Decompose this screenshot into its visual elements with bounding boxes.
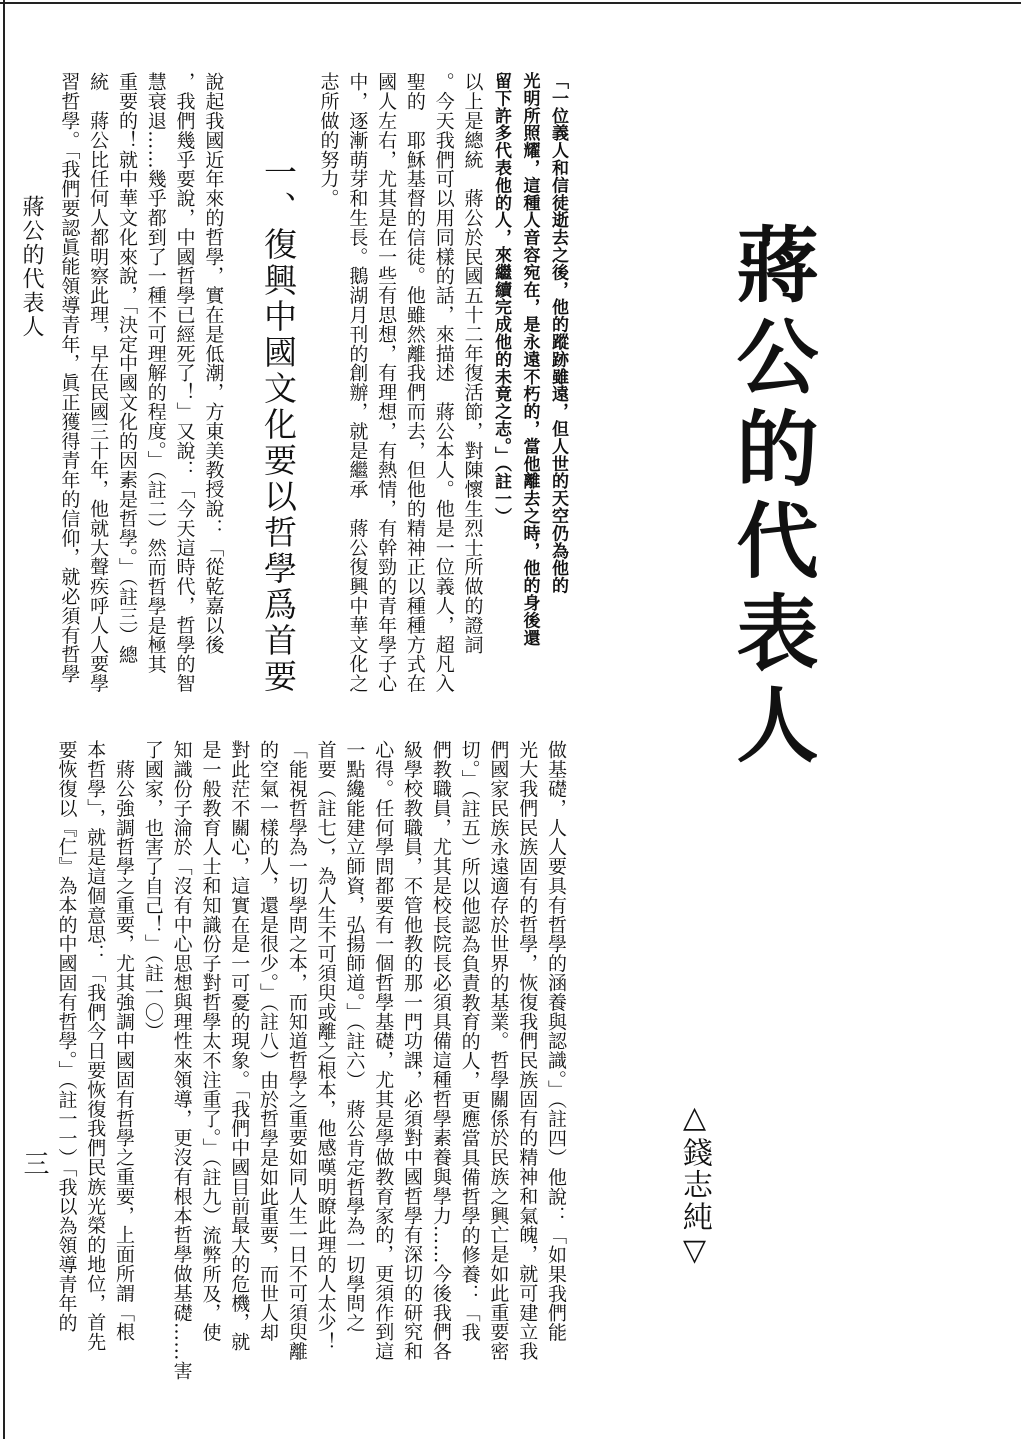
page-border-left — [3, 0, 5, 1439]
text-line: 了國家，也害了自己！」（註一〇） — [141, 740, 164, 1041]
quote-line: 光明所照耀，這種人音容宛在，是永遠不朽的，當他離去之時，他的身後還 — [519, 72, 540, 647]
column-gap — [256, 72, 285, 712]
page-number: 三 — [19, 1150, 49, 1176]
text-line: 「能視哲學為一切學問之本，而知道哲學之重要如同人生一日不可須臾離 — [285, 740, 308, 1361]
text-line: 們國家民族永遠適存於世界的基業。哲學關係於民族之興亡是如此重要密 — [487, 740, 510, 1361]
text-line: 蔣公強調哲學之重要，尤其強調中國固有哲學之重要，上面所謂「根 — [113, 740, 136, 1342]
text-line: 首要（註七），為人生不可須臾或離之根本，他感嘆明瞭此理的人太少！ — [314, 740, 337, 1352]
text-line: 們教職員，尤其是校長院長必須具備這種哲學素養與學力……今後我們各 — [429, 740, 452, 1361]
text-line: 光大我們民族固有的哲學，恢復我們民族固有的精神和氣魄，就可建立我 — [516, 740, 539, 1361]
text-line: 重要的！就中華文化來說，「決定中國文化的因素是哲學。」（註三）總 — [115, 72, 138, 665]
text-line: 以上是總統 蔣公於民國五十二年復活節，對陳懷生烈士所做的證詞 — [461, 72, 484, 654]
quote-line: 留下許多代表他的人，來繼續完成他的未竟之志。」（註一） — [491, 72, 511, 525]
text-line: 志所做的努力。 — [317, 72, 340, 208]
page-border-top — [0, 2, 1021, 4]
text-line: 做基礎，人人要具有哲學的涵養與認識。」（註四）他說：「如果我們能 — [545, 740, 567, 1342]
text-line: 統 蔣公比任何人都明察此理，早在民國三十年，他就大聲疾呼人人要學 — [87, 72, 110, 693]
text-line: 心得。任何學問都要有一個哲學基礎，尤其是學做教育家的，更須作到這 — [372, 740, 395, 1361]
article-title: 蔣公的代表人 — [723, 222, 818, 774]
quote-line: 「一位義人和信徒逝去之後，他的蹤跡雖遠，但人世的天空仍為他的 — [548, 72, 568, 594]
text-line: 中，逐漸萌芽和生長。鵝湖月刊的創辦，就是繼承 蔣公復興中華文化之 — [346, 72, 369, 693]
column-gap — [227, 72, 256, 712]
text-line: 聖的 耶穌基督的信徒。他雖然離我們而去，但他的精神正以種種方式在 — [403, 72, 426, 693]
author-name: △錢志純▽ — [677, 1100, 712, 1270]
text-line: ，我們幾乎要說，中國哲學已經死了！」又說：「今天這時代，哲學的智 — [173, 72, 196, 693]
text-line: 的空氣一樣的人，還是很少。」（註八）由於哲學是如此重要，而世人却 — [257, 740, 280, 1342]
text-line: 說起我國近年來的哲學，實在是低潮，方東美教授說：「從乾嘉以後 — [202, 72, 225, 654]
text-line: 切。」（註五）所以他認為負責教育的人，更應當具備哲學的修養：「我 — [458, 740, 481, 1342]
text-line: 級學校教職員，不管他教的那一門功課，必須對中國哲學有深切的研究和 — [401, 740, 424, 1361]
column-gap — [285, 72, 314, 712]
text-line: 慧衰退……幾乎都到了一種不可理解的程度。」（註二）然而哲學是極其 — [144, 72, 167, 674]
running-title: 蔣公的代表人 — [19, 195, 44, 339]
text-line: 要恢復以『仁』為本的中國固有哲學。」（註一一）「我以為領導青年的 — [55, 740, 78, 1333]
text-line: 一點纔能建立師資，弘揚師道。」（註六） 蔣公肯定哲學為一切學問之 — [343, 740, 366, 1333]
text-line: 對此茫不關心，這實在是一可憂的現象。「我們中國目前最大的危機，就 — [228, 740, 251, 1352]
text-line: 知識份子淪於「沒有中心思想與理性來領導，更沒有根本哲學做基礎……害 — [170, 740, 193, 1381]
section-heading: 一、復興中國文化要以哲學爲首要 — [259, 155, 298, 695]
text-line: 習哲學。「我們要認眞能領導青年，眞正獲得青年的信仰，就必須有哲學 — [58, 72, 81, 684]
text-line: 。今天我們可以用同樣的話，來描述 蔣公本人。他是一位義人，超凡入 — [432, 72, 455, 693]
text-line: 是一般教育人士和知識份子對哲學太不注重了。」（註九）流弊所及，使 — [199, 740, 222, 1342]
text-line: 國人左右，尤其是在一些有思想，有理想，有熱情，有幹勁的青年學子心 — [375, 72, 398, 693]
text-line: 本哲學」，就是這個意思：「我們今日要恢復我們民族光榮的地位，首先 — [84, 740, 107, 1352]
lower-text-block — [52, 740, 570, 1390]
upper-text-block — [55, 72, 572, 712]
